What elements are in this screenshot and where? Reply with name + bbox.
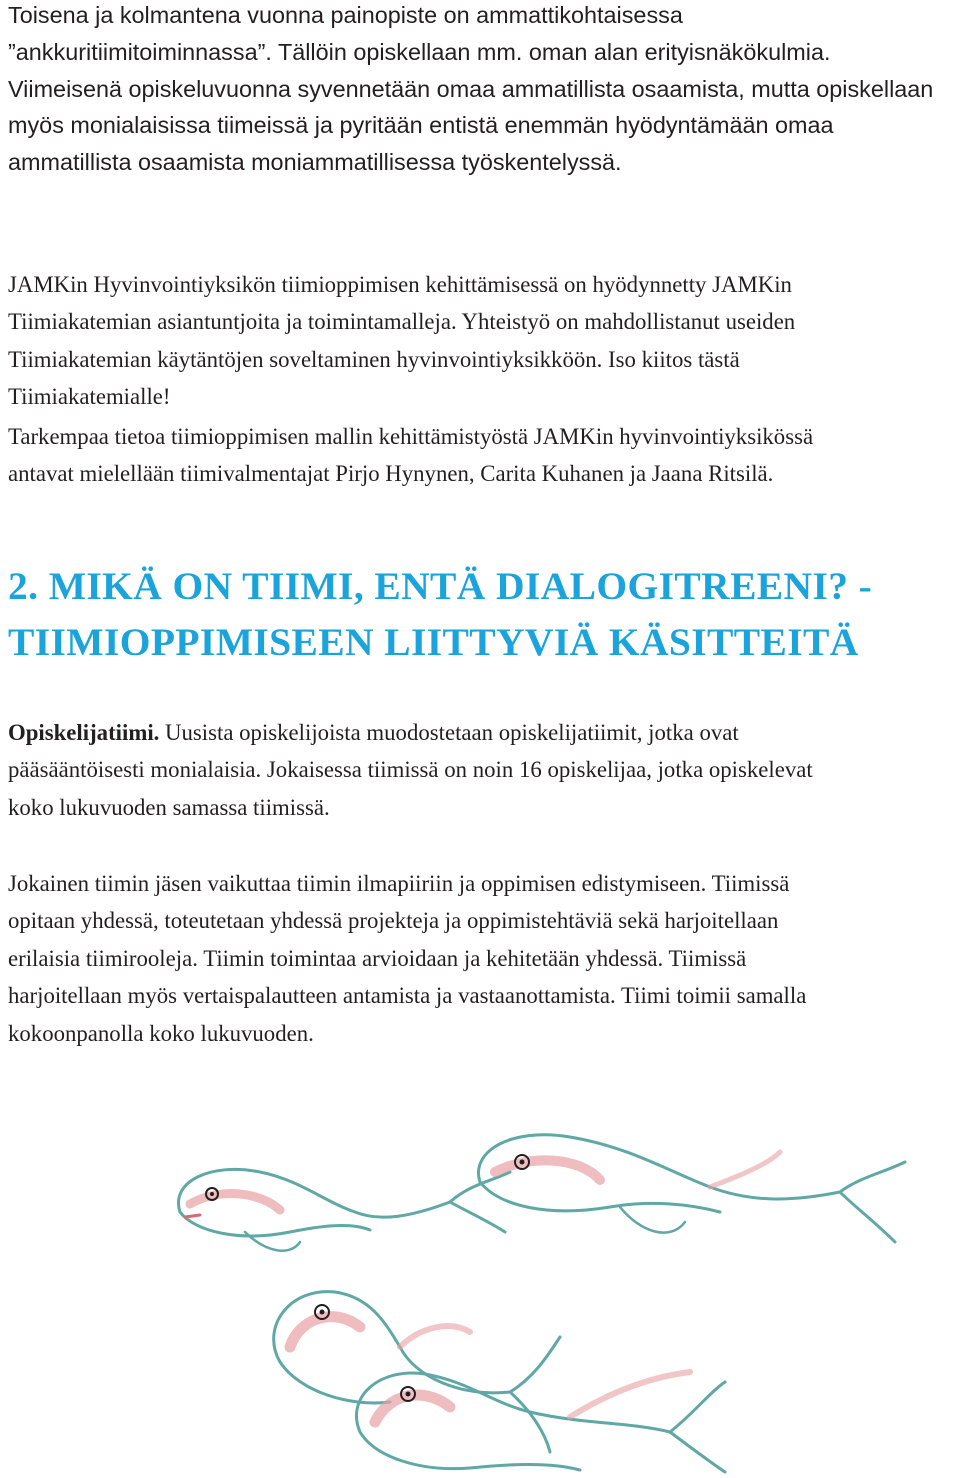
text-line: kokoonpanolla koko lukuvuoden. [8, 1020, 314, 1046]
text-line: pääsääntöisesti monialaisia. Jokaisessa tiimissä on noin 16 opiskelijaa, jotka opiskelevat [8, 757, 813, 783]
fish-icon [178, 1169, 510, 1250]
heading-line-2: TIIMIOPPIMISEEN LIITTYVIÄ KÄSITTEITÄ [8, 620, 859, 664]
fish-icon [478, 1135, 905, 1242]
text-fragment: Uusista opiskelijoista muodostetaan opiskelijatiimit, jotka ovat [159, 720, 739, 745]
term-student-team: Opiskelijatiimi. [8, 720, 160, 745]
text-line: Viimeisenä opiskeluvuonna syvennetään omaa ammatillista osaamista, mutta opiskellaan [8, 75, 934, 102]
team-member-paragraph [8, 865, 958, 1052]
fish-icon [356, 1372, 725, 1472]
text-line: Toisena ja kolmantena vuonna painopiste on ammattikohtaisessa [8, 2, 683, 28]
text-line: Tarkempaa tietoa tiimioppimisen mallin kehittämistyöstä JAMKin hyvinvointiyksikössä [8, 424, 814, 449]
text-line: Tiimiakatemian asiantuntjoita ja toimintamalleja. Yhteistyö on mahdollistanut useiden [8, 309, 796, 335]
heading-line-1: 2. MIKÄ ON TIIMI, ENTÄ DIALOGITREENI? - [8, 564, 873, 608]
text-line: ”ankkuritiimitoiminnassa”. Tällöin opiskellaan mm. oman alan erityisnäkökulmia. [8, 38, 831, 65]
student-team-paragraph [8, 714, 958, 826]
text-line: myös monialaisissa tiimeissä ja pyritään entistä enemmän hyödyntämään omaa [8, 112, 834, 139]
text-line: harjoitellaan myös vertaispalautteen antamista ja vastaanottamista. Tiimi toimii samalla [8, 983, 807, 1009]
text-line: ammatillista osaamista moniammatillisessa työskentelyssä. [8, 149, 622, 176]
text-line [8, 714, 958, 751]
text-line: koko lukuvuoden samassa tiimissä. [8, 794, 330, 820]
text-line: JAMKin Hyvinvointiyksikön tiimioppimisen kehittämisessä on hyödynnetty JAMKin [8, 272, 792, 297]
section-heading [8, 558, 958, 670]
fish-school-illustration [150, 1092, 930, 1478]
text-line: Tiimiakatemian käytäntöjen soveltaminen hyvinvointiyksikköön. Iso kiitos tästä [8, 346, 740, 372]
text-line: Jokainen tiimin jäsen vaikuttaa tiimin ilmapiiriin ja oppimisen edistymiseen. Tiimissä [8, 871, 790, 896]
text-line: opitaan yhdessä, toteutetaan yhdessä projekteja ja oppimistehtäviä sekä harjoitellaan [8, 908, 779, 934]
contact-paragraph [8, 418, 958, 493]
text-line: antavat mielellään tiimivalmentajat Pirjo Hynynen, Carita Kuhanen ja Jaana Ritsilä. [8, 461, 774, 487]
jamk-paragraph [8, 266, 958, 416]
intro-paragraph [8, 0, 958, 181]
text-line: erilaisia tiimirooleja. Tiimin toimintaa arvioidaan ja kehitetään yhdessä. Tiimissä [8, 945, 747, 971]
text-line: Tiimiakatemialle! [8, 384, 171, 410]
